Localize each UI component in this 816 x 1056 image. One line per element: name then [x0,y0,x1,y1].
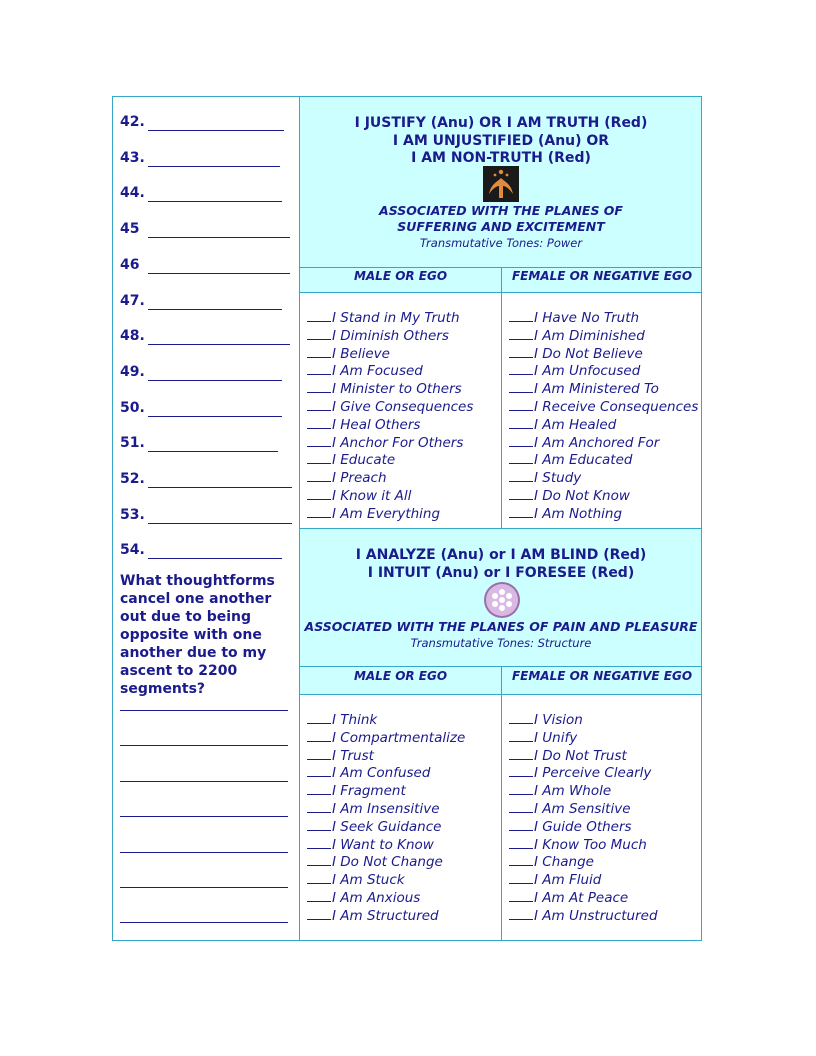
checkmark-blank[interactable] [307,309,331,322]
section2-assoc-line: ASSOCIATED WITH THE PLANES OF PAIN AND PLEASURE [304,619,698,634]
checklist-item [509,836,658,854]
checklist-item-label: I Heal Others [332,416,421,433]
checklist-item-label: I Stand in My Truth [332,310,460,326]
numbered-answer-row [120,400,145,416]
checklist-item [509,853,658,871]
answer-number: 53. [120,506,145,523]
section2-male-list [307,711,465,925]
checkmark-blank[interactable] [509,451,533,464]
section1-female-list [509,309,698,523]
section2-title-line: I ANALYZE (Anu) or I AM BLIND (Red) [355,547,647,563]
checklist-item-label: I Am Focused [332,363,423,380]
question-text: What thoughtforms cancel one another out due to being opposite with one another due to my ascent to 2200 segments? [120,573,275,697]
numbered-answer-row [120,293,145,309]
checkmark-blank[interactable] [509,853,533,866]
checklist-item [307,327,473,345]
checkmark-blank[interactable] [307,451,331,464]
checklist-item [509,487,698,505]
answer-line[interactable] [120,745,288,746]
checklist-item-label: I Vision [534,712,583,728]
flame-figure-icon [483,166,519,202]
checklist-item-label: I Anchor For Others [332,434,464,451]
answer-blank[interactable] [148,380,282,381]
checklist-item [307,345,473,363]
checkmark-blank[interactable] [509,907,533,920]
checklist-item-label: I Am Fluid [534,872,602,889]
checklist-item-label: I Unify [534,729,578,746]
checkmark-blank[interactable] [307,907,331,920]
numbered-answer-row [120,221,139,237]
checklist-item [307,309,473,327]
answer-line[interactable] [120,781,288,782]
checkmark-blank[interactable] [509,398,533,411]
checklist-item-label: I Do Not Trust [534,747,627,764]
answer-blank[interactable] [148,523,292,524]
checkmark-blank[interactable] [509,818,533,831]
checklist-item [307,853,465,871]
checkmark-blank[interactable] [509,782,533,795]
numbered-answer-row [120,185,145,201]
checklist-item [509,505,698,523]
checklist-item [307,362,473,380]
section1-tones: Transmutative Tones: Power [419,236,583,250]
checkmark-blank[interactable] [307,800,331,813]
answer-number: 43. [120,149,145,166]
answer-blank[interactable] [148,166,280,167]
checklist-item-label: I Am Insensitive [332,800,440,817]
answer-blank[interactable] [148,201,282,202]
answer-number: 45 [120,221,140,238]
section1-title-line: I JUSTIFY (Anu) OR I AM TRUTH (Red) [354,115,648,131]
section1-assoc-line: SUFFERING AND EXCITEMENT [397,219,605,234]
answer-number: 49. [120,363,145,380]
checklist-item [307,836,465,854]
section1-assoc-line: ASSOCIATED WITH THE PLANES OF [379,203,623,218]
checkmark-blank[interactable] [307,889,331,902]
numbered-answer-row [120,471,145,487]
checklist-item [509,380,698,398]
checklist-item-label: I Know Too Much [534,836,647,853]
checklist-item [307,505,473,523]
checklist-item-label: I Am Ministered To [534,381,659,398]
checklist-item [307,487,473,505]
checkmark-blank[interactable] [307,469,331,482]
answer-number: 52. [120,471,145,487]
checkmark-blank[interactable] [307,836,331,849]
checklist-item-label: I Am Anxious [332,889,421,906]
checklist-item [509,907,658,925]
checklist-item-label: I Think [332,712,378,728]
checklist-item [307,800,465,818]
checklist-item-label: I Trust [332,747,374,764]
answer-blank[interactable] [148,416,282,417]
section2-association [300,619,702,651]
checkmark-blank[interactable] [307,327,331,340]
checklist-item [509,309,698,327]
checklist-item-label: I Fragment [332,783,406,800]
checklist-item-label: I Perceive Clearly [534,765,652,782]
checklist-item [307,818,465,836]
checklist-item-label: I Am Unfocused [534,363,641,380]
section2-tones: Transmutative Tones: Structure [410,636,592,650]
checklist-item-label: I Do Not Change [332,854,443,871]
answer-number: 51. [120,435,145,452]
answer-blank[interactable] [148,487,292,488]
checklist-item [509,469,698,487]
answer-line[interactable] [120,816,288,817]
checklist-item-label: I Am Stuck [332,872,405,889]
answer-blank[interactable] [148,309,282,310]
answer-blank[interactable] [148,344,290,345]
checkmark-blank[interactable] [509,309,533,322]
answer-line[interactable] [120,710,288,711]
checklist-item [307,434,473,452]
answer-line[interactable] [120,852,288,853]
checklist-item [509,782,658,800]
checklist-item-label: I Am Unstructured [534,907,658,924]
checklist-item-label: I Change [534,854,594,871]
checklist-item-label: I Am Healed [534,416,617,433]
checkmark-blank[interactable] [509,327,533,340]
checklist-item [509,711,658,729]
section1-column-divider [501,267,502,528]
answer-blank[interactable] [148,237,290,238]
checklist-item-label: I Seek Guidance [332,818,442,835]
checkmark-blank[interactable] [307,416,331,429]
checklist-item [307,398,473,416]
checklist-item-label: I Receive Consequences [534,398,699,415]
numbered-answer-row [120,114,145,130]
checkmark-blank[interactable] [509,416,533,429]
checklist-item [509,327,698,345]
checklist-item-label: I Guide Others [534,818,632,835]
checklist-item [509,729,658,747]
checkmark-blank[interactable] [307,380,331,393]
checklist-item [509,889,658,907]
checklist-item-label: I Believe [332,345,390,362]
answer-number: 44. [120,185,145,202]
checklist-item [509,345,698,363]
section2-column-divider [501,666,502,941]
checklist-item-label: I Am Nothing [534,505,623,522]
section1-male-list [307,309,473,523]
answer-number: 47. [120,292,145,309]
checkmark-blank[interactable] [307,747,331,760]
checklist-item-label: I Study [534,470,582,487]
checklist-item-label: I Am Everything [332,505,441,522]
checklist-item-label: I Compartmentalize [332,729,466,746]
numbered-answer-row [120,328,145,344]
checklist-item [509,747,658,765]
numbered-answer-row [120,507,145,523]
checkmark-blank[interactable] [307,764,331,777]
checklist-item-label: I Am At Peace [534,889,629,906]
section2-female-list [509,711,658,925]
checklist-item-label: I Educate [332,452,396,469]
checkmark-blank[interactable] [509,434,533,447]
checklist-item-label: I Am Whole [534,783,612,800]
numbered-answer-row [120,364,145,380]
numbered-answer-row [120,542,145,558]
checklist-item-label: I Am Structured [332,907,439,924]
checklist-item [307,764,465,782]
checkmark-blank[interactable] [509,505,533,518]
checkmark-blank[interactable] [307,434,331,447]
checkmark-blank[interactable] [307,871,331,884]
checklist-item-label: I Preach [332,470,387,487]
checkmark-blank[interactable] [509,345,533,358]
checklist-item-label: I Am Sensitive [534,800,631,817]
section1-title-line: I AM UNJUSTIFIED (Anu) OR [392,132,610,149]
checklist-item [509,764,658,782]
section2-male-header: MALE OR EGO [353,669,448,683]
checklist-item [307,907,465,925]
answer-line[interactable] [120,922,288,923]
checkmark-blank[interactable] [307,853,331,866]
numbered-answer-row [120,150,145,166]
checklist-item-label: I Do Not Know [534,487,630,504]
section1-male-header: MALE OR EGO [353,269,448,283]
checklist-item [307,380,473,398]
checklist-item-label: I Am Confused [332,765,431,782]
checklist-item [307,729,465,747]
checkmark-blank[interactable] [307,345,331,358]
checklist-item-label: I Want to Know [332,836,434,853]
checkmark-blank[interactable] [509,836,533,849]
checklist-item [509,434,698,452]
checkmark-blank[interactable] [509,889,533,902]
section2-female-header: FEMALE OR NEGATIVE EGO [511,669,693,683]
checkmark-blank[interactable] [307,362,331,375]
checkmark-blank[interactable] [509,800,533,813]
checklist-item [307,889,465,907]
checklist-item-label: I Am Anchored For [534,434,660,451]
checkmark-blank[interactable] [509,469,533,482]
numbered-answer-row [120,435,145,451]
section1-title [300,115,702,168]
checklist-item-label: I Have No Truth [534,310,640,326]
checklist-item [509,871,658,889]
checklist-item-label: I Diminish Others [332,327,449,344]
checklist-item-label: I Minister to Others [332,381,462,398]
checklist-item [509,800,658,818]
answer-line[interactable] [120,887,288,888]
section1-association [300,203,702,251]
answer-number: 48. [120,328,145,345]
section2-title [300,546,702,582]
checklist-item-label: I Know it All [332,487,412,504]
lavender-circle-pattern-icon [482,581,522,619]
checkmark-blank[interactable] [509,764,533,777]
checklist-item [509,398,698,416]
checklist-item-label: I Am Diminished [534,327,645,344]
checklist-item-label: I Am Educated [534,452,633,469]
checkmark-blank[interactable] [307,505,331,518]
section2-title-line: I INTUIT (Anu) or I FORESEE (Red) [367,565,635,581]
checklist-item [509,818,658,836]
checklist-item [509,416,698,434]
checklist-item [307,451,473,469]
checkmark-blank[interactable] [307,711,331,724]
checklist-item [509,451,698,469]
checklist-item [307,711,465,729]
checklist-item [307,871,465,889]
section-divider [299,528,702,529]
checkmark-blank[interactable] [509,380,533,393]
section1-title-line: I AM NON-TRUTH (Red) [411,150,591,166]
checkmark-blank[interactable] [307,818,331,831]
answer-blank[interactable] [148,273,290,274]
answer-number: 54. [120,542,145,559]
checkmark-blank[interactable] [509,711,533,724]
checkmark-blank[interactable] [307,782,331,795]
answer-blank[interactable] [148,130,284,131]
checklist-item [307,747,465,765]
checklist-item [307,782,465,800]
answer-number: 46 [120,256,140,273]
section1-female-header: FEMALE OR NEGATIVE EGO [511,269,693,283]
checkmark-blank[interactable] [307,487,331,500]
checklist-item [509,362,698,380]
checkmark-blank[interactable] [509,487,533,500]
checklist-item [307,469,473,487]
numbered-answer-row [120,257,139,273]
checkmark-blank[interactable] [307,729,331,742]
checkmark-blank[interactable] [509,362,533,375]
answer-blank[interactable] [148,558,282,559]
checklist-item-label: I Give Consequences [332,398,474,415]
checklist-item-label: I Do Not Believe [534,345,643,362]
checkmark-blank[interactable] [509,729,533,742]
checkmark-blank[interactable] [509,871,533,884]
checkmark-blank[interactable] [307,398,331,411]
answer-number: 50. [120,399,145,416]
answer-number: 42. [120,114,145,130]
checklist-item [307,416,473,434]
checkmark-blank[interactable] [509,747,533,760]
answer-blank[interactable] [148,451,278,452]
